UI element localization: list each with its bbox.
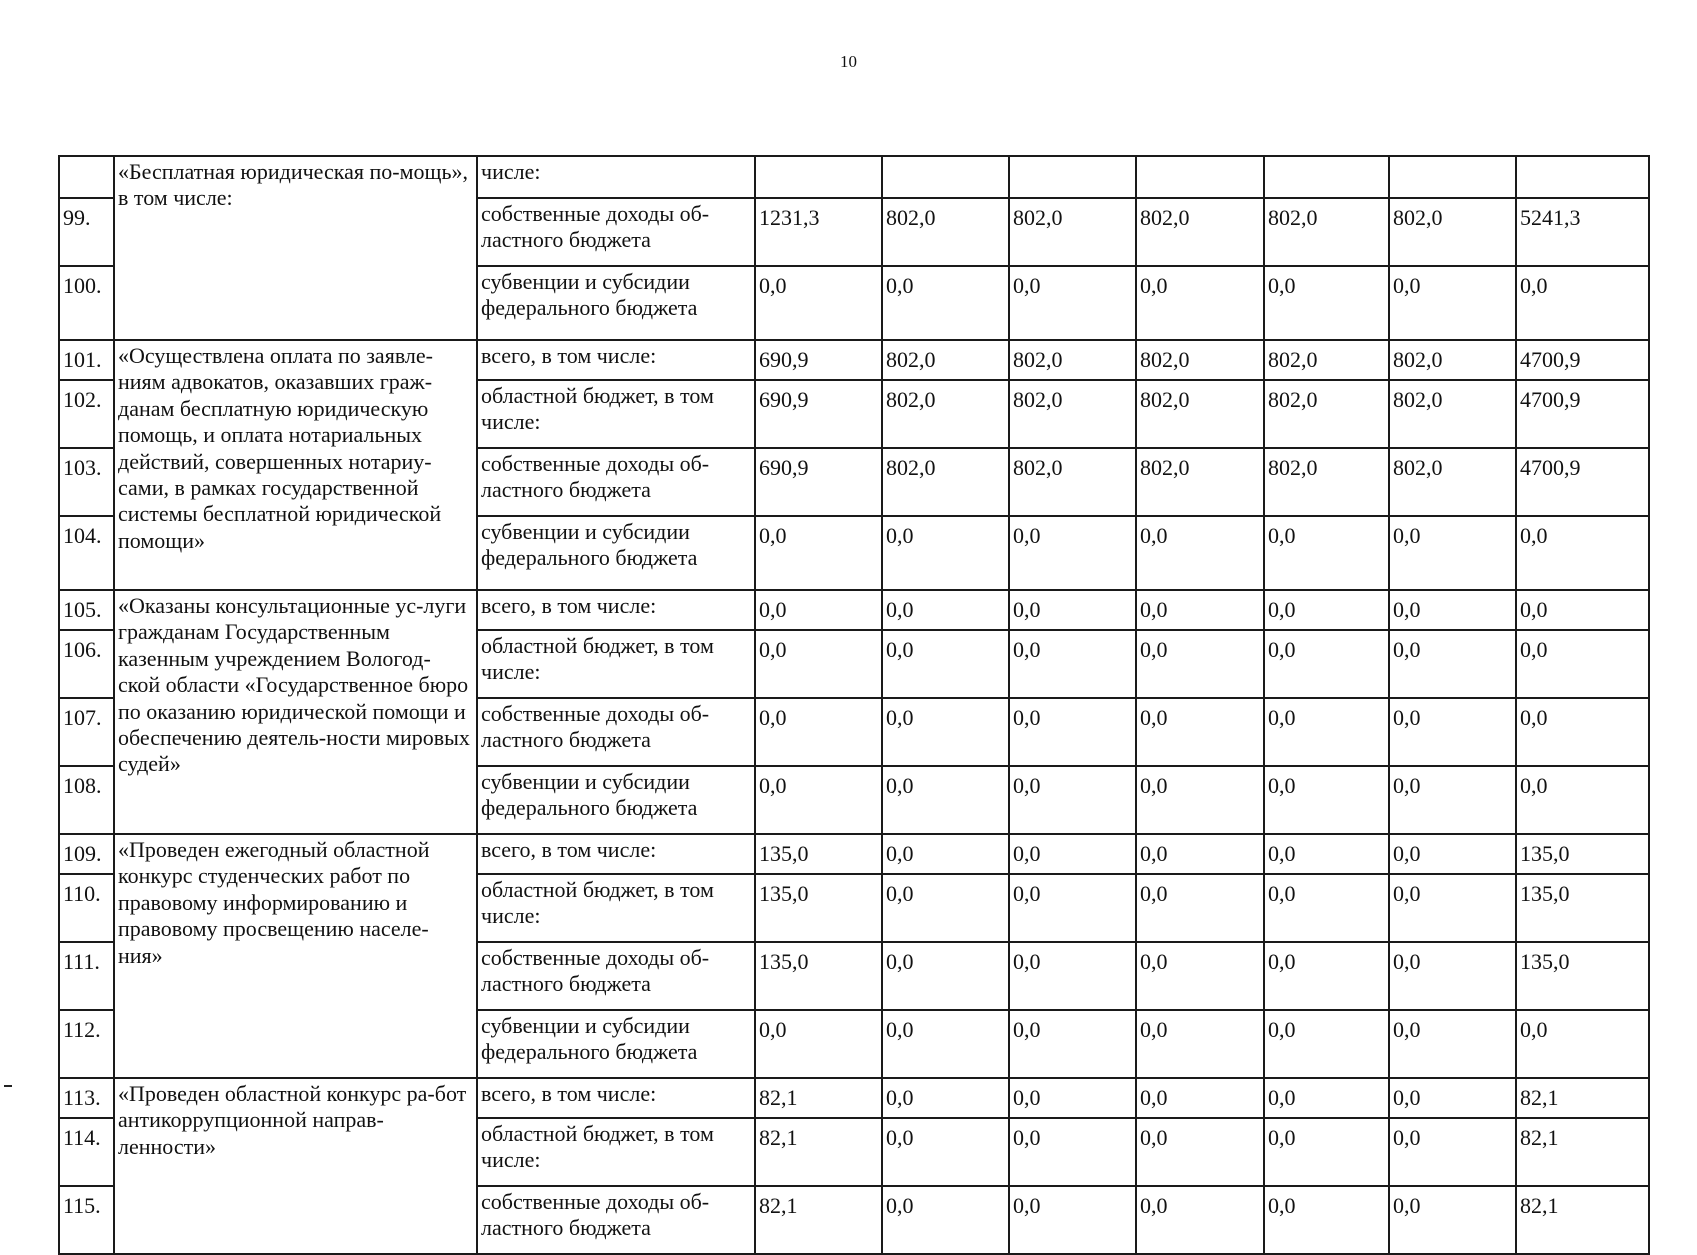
year-value-cell: 82,1	[755, 1118, 882, 1186]
year-value-cell: 0,0	[882, 266, 1009, 340]
year-value-cell: 802,0	[1264, 448, 1389, 516]
year-value-cell: 0,0	[1136, 942, 1264, 1010]
year-value-cell: 0,0	[1264, 630, 1389, 698]
year-value-cell: 0,0	[882, 630, 1009, 698]
table-row	[59, 590, 1649, 630]
table-row	[59, 1078, 1649, 1118]
year-value-cell: 0,0	[1264, 766, 1389, 834]
total-value-cell	[1516, 156, 1649, 198]
year-value-cell: 0,0	[1389, 590, 1516, 630]
year-value-cell	[1389, 156, 1516, 198]
year-value-cell: 0,0	[1264, 942, 1389, 1010]
budget-table	[58, 155, 1650, 1255]
funding-source: всего, в том числе:	[477, 834, 755, 874]
funding-source: собственные доходы об-ластного бюджета	[477, 198, 755, 266]
year-value-cell: 0,0	[1389, 698, 1516, 766]
total-value-cell: 4700,9	[1516, 380, 1649, 448]
total-value-cell: 82,1	[1516, 1118, 1649, 1186]
year-value-cell: 0,0	[1009, 516, 1136, 590]
year-value-cell: 0,0	[1009, 1010, 1136, 1078]
funding-source: собственные доходы об-ластного бюджета	[477, 698, 755, 766]
funding-source: областной бюджет, в том числе:	[477, 874, 755, 942]
funding-source: собственные доходы об-ластного бюджета	[477, 1186, 755, 1254]
funding-source: субвенции и субсидии федерального бюджета	[477, 1010, 755, 1078]
year-value-cell: 802,0	[882, 340, 1009, 380]
year-value-cell: 0,0	[882, 834, 1009, 874]
year-value-cell: 802,0	[1389, 198, 1516, 266]
total-value-cell: 0,0	[1516, 266, 1649, 340]
year-value-cell: 0,0	[1389, 766, 1516, 834]
margin-tick	[4, 1085, 12, 1087]
funding-source: всего, в том числе:	[477, 1078, 755, 1118]
total-value-cell: 4700,9	[1516, 448, 1649, 516]
year-value-cell	[1009, 156, 1136, 198]
year-value-cell: 0,0	[755, 766, 882, 834]
year-value-cell: 802,0	[1136, 380, 1264, 448]
year-value-cell: 0,0	[882, 516, 1009, 590]
total-value-cell: 135,0	[1516, 942, 1649, 1010]
year-value-cell: 802,0	[1009, 340, 1136, 380]
event-description: «Проведен ежегодный областной конкурс студенческих работ по правовому информированию и правовому просвещению населе-ния»	[114, 834, 477, 1078]
table-row	[59, 340, 1649, 380]
year-value-cell: 0,0	[1264, 834, 1389, 874]
year-value-cell: 135,0	[755, 834, 882, 874]
funding-source: всего, в том числе:	[477, 590, 755, 630]
row-number: 102.	[59, 380, 114, 448]
year-value-cell: 82,1	[755, 1078, 882, 1118]
row-number: 110.	[59, 874, 114, 942]
row-number: 108.	[59, 766, 114, 834]
row-number: 101.	[59, 340, 114, 380]
total-value-cell: 0,0	[1516, 630, 1649, 698]
year-value-cell: 0,0	[1009, 766, 1136, 834]
year-value-cell: 0,0	[1136, 1186, 1264, 1254]
year-value-cell: 0,0	[1264, 1010, 1389, 1078]
year-value-cell	[755, 156, 882, 198]
year-value-cell: 0,0	[1136, 266, 1264, 340]
year-value-cell: 802,0	[882, 198, 1009, 266]
row-number: 99.	[59, 198, 114, 266]
year-value-cell: 802,0	[1389, 340, 1516, 380]
row-number: 113.	[59, 1078, 114, 1118]
year-value-cell: 135,0	[755, 942, 882, 1010]
row-number: 105.	[59, 590, 114, 630]
event-description: «Бесплатная юридическая по-мощь», в том числе:	[114, 156, 477, 340]
row-number	[59, 156, 114, 198]
row-number: 111.	[59, 942, 114, 1010]
funding-source: субвенции и субсидии федерального бюджета	[477, 266, 755, 340]
total-value-cell: 135,0	[1516, 834, 1649, 874]
year-value-cell: 802,0	[1264, 340, 1389, 380]
total-value-cell: 0,0	[1516, 590, 1649, 630]
total-value-cell: 82,1	[1516, 1078, 1649, 1118]
year-value-cell: 802,0	[1136, 198, 1264, 266]
year-value-cell: 0,0	[755, 590, 882, 630]
event-description: «Проведен областной конкурс ра-бот антикоррупционной направ-ленности»	[114, 1078, 477, 1254]
total-value-cell: 4700,9	[1516, 340, 1649, 380]
year-value-cell: 802,0	[1264, 198, 1389, 266]
row-number: 112.	[59, 1010, 114, 1078]
funding-source: областной бюджет, в том числе:	[477, 630, 755, 698]
total-value-cell: 0,0	[1516, 698, 1649, 766]
year-value-cell: 0,0	[1264, 1118, 1389, 1186]
year-value-cell: 0,0	[1136, 834, 1264, 874]
year-value-cell: 0,0	[1389, 516, 1516, 590]
event-description: «Осуществлена оплата по заявле-ниям адвокатов, оказавших граж-данам бесплатную юридическую помощь, и оплата нотариальных действий, совершенных нотариу-сами, в рамках государственной системы бесплатной юридической помощи»	[114, 340, 477, 590]
funding-source: собственные доходы об-ластного бюджета	[477, 448, 755, 516]
year-value-cell: 0,0	[1009, 590, 1136, 630]
year-value-cell: 0,0	[1136, 698, 1264, 766]
row-number: 103.	[59, 448, 114, 516]
total-value-cell: 0,0	[1516, 1010, 1649, 1078]
year-value-cell: 690,9	[755, 448, 882, 516]
funding-source: областной бюджет, в том числе:	[477, 1118, 755, 1186]
year-value-cell	[1136, 156, 1264, 198]
year-value-cell: 0,0	[1264, 1186, 1389, 1254]
year-value-cell: 135,0	[755, 874, 882, 942]
year-value-cell: 0,0	[1389, 1118, 1516, 1186]
year-value-cell: 1231,3	[755, 198, 882, 266]
funding-source: всего, в том числе:	[477, 340, 755, 380]
year-value-cell: 0,0	[1136, 1118, 1264, 1186]
total-value-cell: 5241,3	[1516, 198, 1649, 266]
page-number: 10	[840, 52, 857, 71]
year-value-cell: 0,0	[1389, 834, 1516, 874]
year-value-cell: 0,0	[1136, 630, 1264, 698]
year-value-cell: 0,0	[1136, 874, 1264, 942]
table-body	[59, 156, 1649, 1254]
event-description: «Оказаны консультационные ус-луги гражданам Государственным казенным учреждением Вологод-ской области «Государственное бюро по оказанию юридической помощи и обеспечению деятель-ности мировых судей»	[114, 590, 477, 834]
year-value-cell: 0,0	[1009, 1118, 1136, 1186]
year-value-cell: 0,0	[1264, 874, 1389, 942]
year-value-cell: 0,0	[1389, 1078, 1516, 1118]
row-number: 104.	[59, 516, 114, 590]
row-number: 106.	[59, 630, 114, 698]
year-value-cell: 0,0	[1009, 874, 1136, 942]
table-row	[59, 834, 1649, 874]
row-number: 100.	[59, 266, 114, 340]
funding-source: областной бюджет, в том числе:	[477, 380, 755, 448]
year-value-cell: 802,0	[1389, 380, 1516, 448]
year-value-cell: 0,0	[1009, 630, 1136, 698]
year-value-cell: 0,0	[1136, 516, 1264, 590]
funding-source: числе:	[477, 156, 755, 198]
table-row	[59, 156, 1649, 198]
year-value-cell: 0,0	[882, 590, 1009, 630]
year-value-cell: 0,0	[1264, 516, 1389, 590]
year-value-cell: 82,1	[755, 1186, 882, 1254]
year-value-cell: 0,0	[882, 766, 1009, 834]
funding-source: субвенции и субсидии федерального бюджета	[477, 766, 755, 834]
year-value-cell: 0,0	[1009, 834, 1136, 874]
year-value-cell: 0,0	[882, 698, 1009, 766]
total-value-cell: 82,1	[1516, 1186, 1649, 1254]
year-value-cell: 802,0	[1136, 340, 1264, 380]
year-value-cell: 0,0	[1009, 266, 1136, 340]
year-value-cell: 0,0	[755, 266, 882, 340]
year-value-cell: 0,0	[882, 874, 1009, 942]
total-value-cell: 0,0	[1516, 516, 1649, 590]
year-value-cell: 0,0	[1264, 1078, 1389, 1118]
year-value-cell: 0,0	[1389, 1010, 1516, 1078]
year-value-cell: 0,0	[1264, 590, 1389, 630]
year-value-cell: 0,0	[1389, 630, 1516, 698]
year-value-cell: 0,0	[1264, 266, 1389, 340]
row-number: 107.	[59, 698, 114, 766]
year-value-cell: 0,0	[755, 630, 882, 698]
total-value-cell: 135,0	[1516, 874, 1649, 942]
year-value-cell: 0,0	[1389, 942, 1516, 1010]
year-value-cell: 0,0	[882, 1118, 1009, 1186]
year-value-cell: 0,0	[1136, 1010, 1264, 1078]
year-value-cell: 0,0	[882, 1010, 1009, 1078]
year-value-cell: 802,0	[1264, 380, 1389, 448]
year-value-cell: 802,0	[882, 448, 1009, 516]
year-value-cell: 0,0	[1136, 1078, 1264, 1118]
year-value-cell: 0,0	[1136, 766, 1264, 834]
year-value-cell: 0,0	[755, 698, 882, 766]
year-value-cell: 0,0	[882, 942, 1009, 1010]
year-value-cell: 802,0	[882, 380, 1009, 448]
total-value-cell: 0,0	[1516, 766, 1649, 834]
year-value-cell: 802,0	[1009, 448, 1136, 516]
year-value-cell: 0,0	[1389, 1186, 1516, 1254]
year-value-cell: 690,9	[755, 380, 882, 448]
row-number: 115.	[59, 1186, 114, 1254]
year-value-cell: 0,0	[755, 516, 882, 590]
year-value-cell: 0,0	[1009, 1186, 1136, 1254]
year-value-cell: 0,0	[1136, 590, 1264, 630]
year-value-cell: 0,0	[1009, 1078, 1136, 1118]
year-value-cell: 0,0	[882, 1186, 1009, 1254]
year-value-cell: 0,0	[1389, 874, 1516, 942]
year-value-cell: 0,0	[1009, 698, 1136, 766]
year-value-cell: 0,0	[882, 1078, 1009, 1118]
year-value-cell: 802,0	[1136, 448, 1264, 516]
year-value-cell	[882, 156, 1009, 198]
row-number: 114.	[59, 1118, 114, 1186]
year-value-cell: 0,0	[1389, 266, 1516, 340]
funding-source: субвенции и субсидии федерального бюджета	[477, 516, 755, 590]
year-value-cell: 0,0	[1009, 942, 1136, 1010]
year-value-cell: 0,0	[1264, 698, 1389, 766]
year-value-cell: 0,0	[755, 1010, 882, 1078]
year-value-cell: 802,0	[1009, 380, 1136, 448]
year-value-cell: 802,0	[1389, 448, 1516, 516]
year-value-cell	[1264, 156, 1389, 198]
row-number: 109.	[59, 834, 114, 874]
year-value-cell: 690,9	[755, 340, 882, 380]
funding-source: собственные доходы об-ластного бюджета	[477, 942, 755, 1010]
year-value-cell: 802,0	[1009, 198, 1136, 266]
